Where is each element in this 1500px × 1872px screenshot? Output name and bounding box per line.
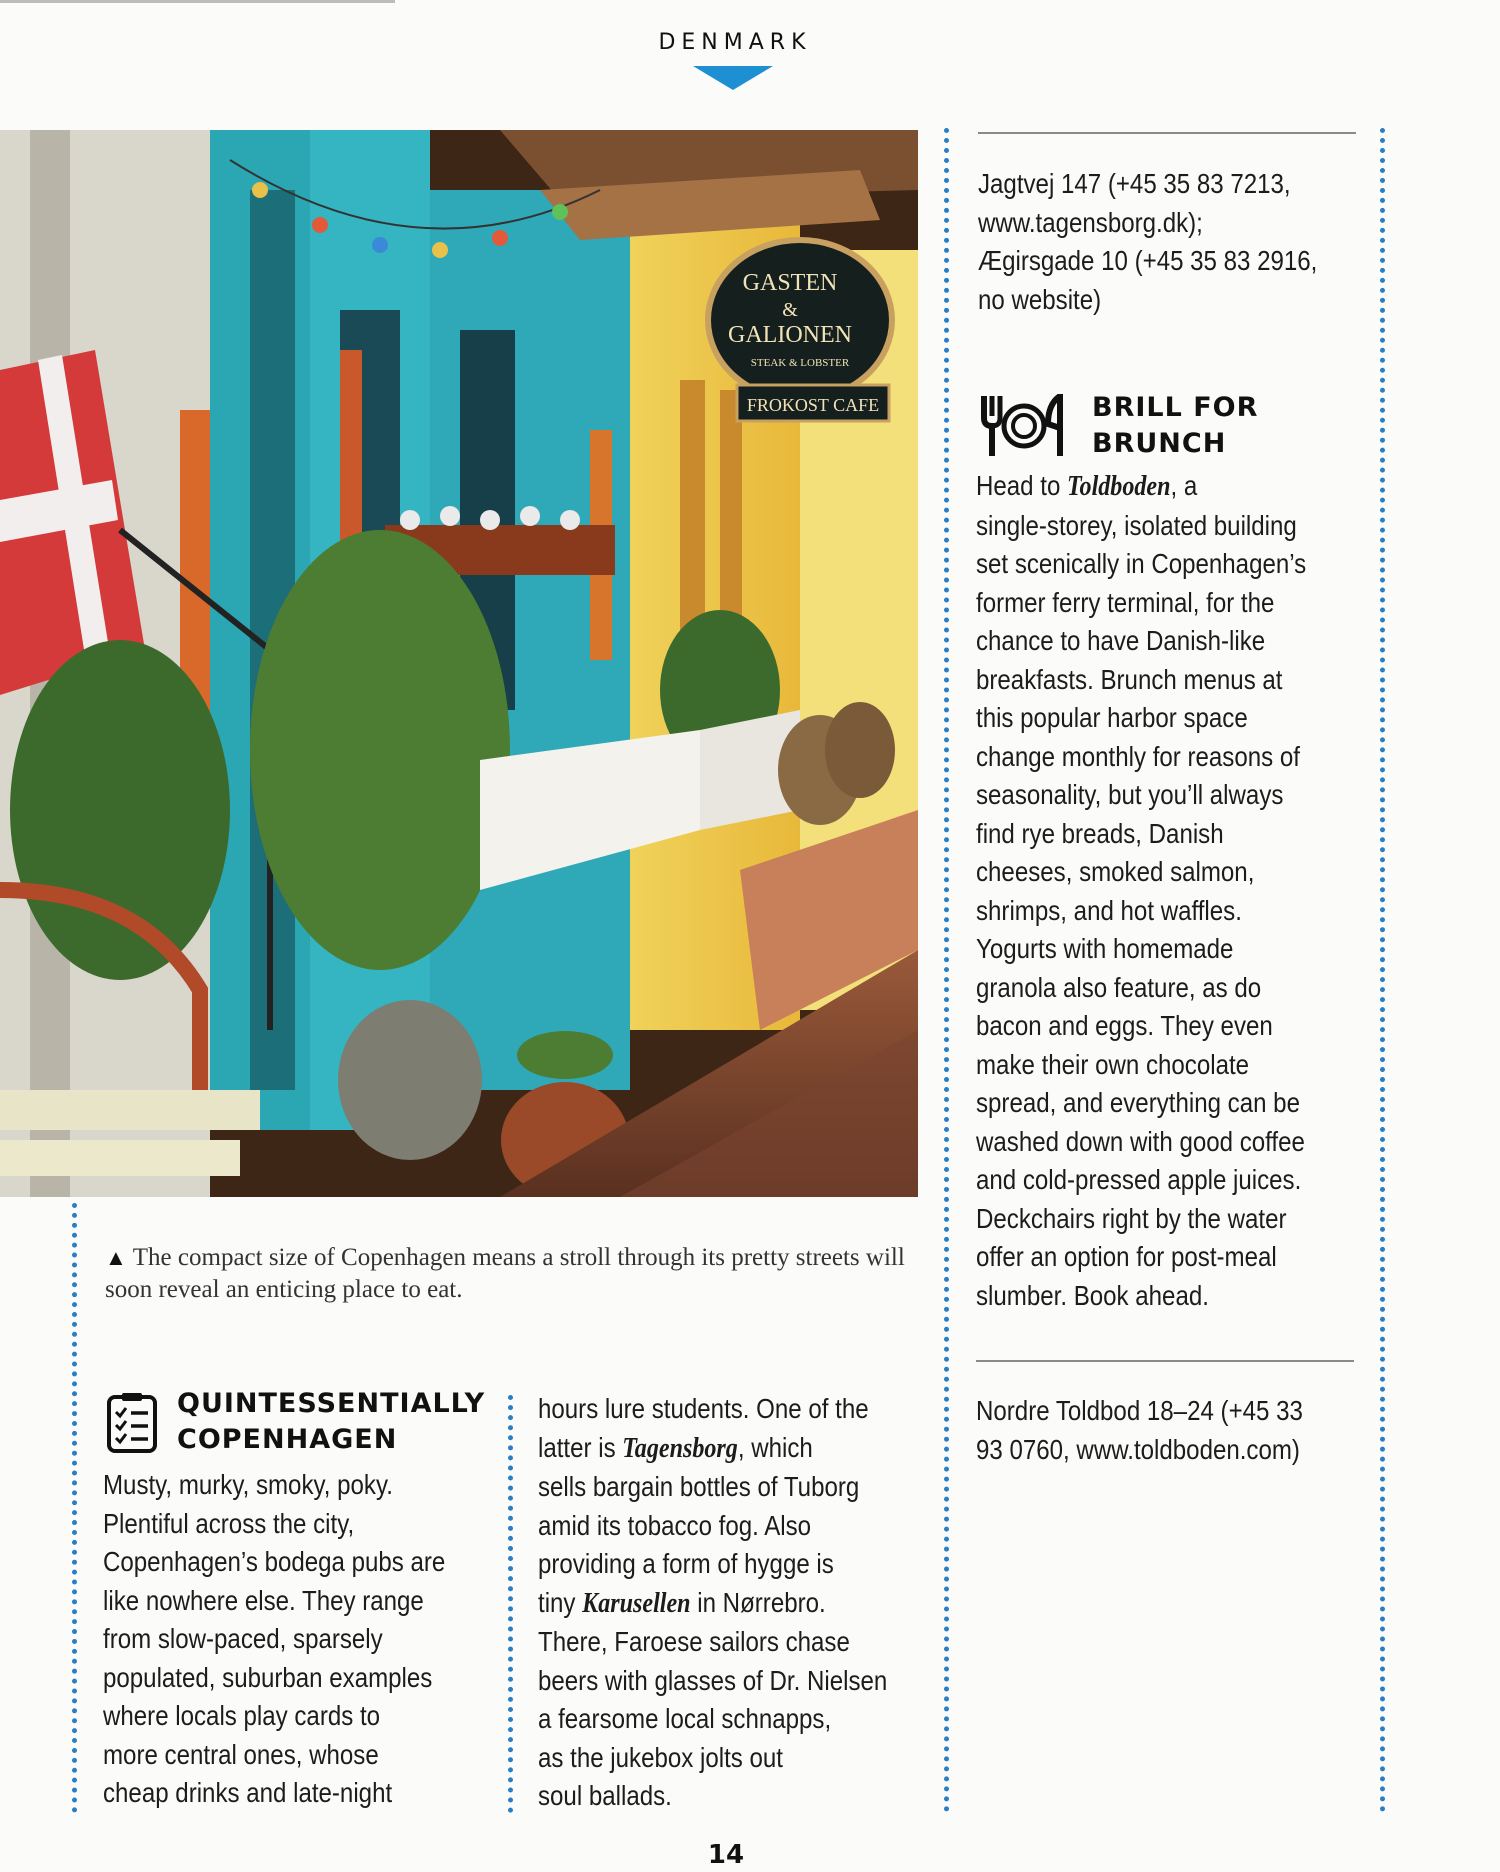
brunch-line: shrimps, and hot waffles. <box>976 894 1242 926</box>
venue-tagensborg: Tagensborg <box>622 1432 738 1464</box>
address-top-line: no website) <box>978 283 1102 315</box>
col2-line: a fearsome local schnapps, <box>538 1703 832 1734</box>
brunch-line: find rye breads, Danish <box>976 817 1224 849</box>
col2-line: beers with glasses of Dr. Nielsen <box>538 1664 888 1696</box>
col2-line: hours lure students. One of the <box>538 1393 869 1424</box>
dotted-divider-right-col-left <box>944 128 949 1813</box>
brunch-line: granola also feature, as do <box>976 971 1262 1003</box>
sign-tagline: STEAK & LOBSTER <box>750 357 850 369</box>
brunch-line: breakfasts. Brunch menus at <box>976 663 1283 695</box>
section-marker-arrow <box>693 66 773 90</box>
quint-line: from slow-paced, sparsely <box>103 1623 383 1654</box>
address-top-line: www.tagensborg.dk); <box>978 206 1203 238</box>
brunch-line: Deckchairs right by the water <box>976 1202 1287 1234</box>
brunch-line: offer an option for post-meal <box>976 1241 1277 1272</box>
street-cafe-photo <box>0 130 918 1197</box>
quint-line: cheap drinks and late-night <box>103 1777 393 1808</box>
address-bottom-rule <box>976 1360 1354 1362</box>
quint-line: Plentiful across the city, <box>103 1507 355 1539</box>
quint-body <box>103 1466 507 1813</box>
address-bottom-line: 93 0760, www.toldboden.com) <box>976 1433 1300 1465</box>
brunch-line: change monthly for reasons of <box>976 740 1300 772</box>
quint-title-line1: QUINTESSENTIALLY <box>177 1388 486 1419</box>
brunch-title-line2: BRUNCH <box>1092 428 1227 459</box>
section-header: DENMARK <box>658 30 812 55</box>
brunch-line: former ferry terminal, for the <box>976 586 1275 618</box>
col2-l6-pre: tiny <box>538 1586 583 1618</box>
col2-line: sells bargain bottles of Tuborg <box>538 1471 860 1502</box>
col2-line <box>538 1429 942 1469</box>
sign-line2: GALIONEN <box>728 322 852 348</box>
caption-text: The compact size of Copenhagen means a stroll through its pretty streets will soon reveal an enticing place to eat. <box>105 1244 905 1303</box>
address-top-line: Ægirsgade 10 (+45 35 83 2916, <box>978 245 1318 276</box>
brunch-line: and cold-pressed apple juices. <box>976 1164 1302 1195</box>
col2-l2-pre: latter is <box>538 1431 623 1463</box>
col2-line <box>538 1584 942 1624</box>
sign-line1: GASTEN <box>742 270 838 296</box>
address-top-rule <box>978 132 1356 134</box>
dotted-divider-left <box>72 1203 77 1813</box>
venue-karusellen: Karusellen <box>582 1587 691 1619</box>
brunch-title-line1: BRILL FOR <box>1092 392 1259 423</box>
dotted-divider-mid <box>508 1395 513 1813</box>
brunch-line: set scenically in Copenhagen’s <box>976 548 1307 579</box>
brunch-lead: Head to <box>976 470 1068 501</box>
sign-cafe: FROKOST CAFE <box>746 395 880 415</box>
brunch-title <box>1092 390 1258 462</box>
brunch-line: cheeses, smoked salmon, <box>976 856 1255 887</box>
quint-line: Musty, murky, smoky, poky. <box>103 1469 393 1500</box>
col2-line: There, Faroese sailors chase <box>538 1626 850 1657</box>
sign-amp: & <box>782 299 798 321</box>
address-top-line: Jagtvej 147 (+45 35 83 7213, <box>978 168 1291 199</box>
cutlery-plate-icon <box>978 394 1068 460</box>
quint-title <box>177 1386 485 1458</box>
checklist-icon <box>106 1392 158 1454</box>
dotted-divider-right-col-right <box>1380 128 1385 1813</box>
col2-body <box>538 1390 942 1816</box>
address-bottom-line: Nordre Toldbod 18–24 (+45 33 <box>976 1395 1303 1426</box>
quint-line: Copenhagen’s bodega pubs are <box>103 1546 446 1577</box>
brunch-line: spread, and everything can be <box>976 1087 1300 1118</box>
col2-l6-post: in Nørrebro. <box>690 1586 826 1618</box>
brunch-lead-tail: , a <box>1170 470 1198 501</box>
brunch-line: single-storey, isolated building <box>976 509 1297 541</box>
brunch-line: this popular harbor space <box>976 702 1248 733</box>
brunch-line: make their own chocolate <box>976 1048 1250 1080</box>
page-number: 14 <box>707 1840 745 1870</box>
quint-line: where locals play cards to <box>103 1700 381 1731</box>
col2-line: amid its tobacco fog. Also <box>538 1509 812 1541</box>
quint-title-line2: COPENHAGEN <box>177 1424 398 1455</box>
brunch-line: bacon and eggs. They even <box>976 1010 1273 1041</box>
venue-toldboden: Toldboden <box>1067 471 1171 502</box>
address-top <box>978 165 1374 319</box>
brunch-line <box>976 467 1380 507</box>
photo-illustration <box>0 130 918 1197</box>
photo-caption <box>105 1242 925 1306</box>
brunch-line: seasonality, but you’ll always <box>976 779 1284 810</box>
col2-line: soul ballads. <box>538 1780 672 1811</box>
caption-marker: ▲ <box>105 1245 127 1270</box>
brunch-line: slumber. Book ahead. <box>976 1279 1209 1311</box>
brunch-line: chance to have Danish-like <box>976 625 1266 656</box>
address-bottom <box>976 1392 1372 1469</box>
brunch-line: washed down with good coffee <box>976 1125 1305 1157</box>
brunch-body <box>976 467 1380 1315</box>
brunch-line: Yogurts with homemade <box>976 933 1234 964</box>
quint-line: populated, suburban examples <box>103 1661 433 1693</box>
top-rule <box>0 0 395 3</box>
quint-line: more central ones, whose <box>103 1738 379 1770</box>
col2-l2-post: , which <box>737 1431 813 1463</box>
quint-line: like nowhere else. They range <box>103 1584 424 1616</box>
col2-line: providing a form of hygge is <box>538 1548 834 1579</box>
col2-line: as the jukebox jolts out <box>538 1741 783 1773</box>
